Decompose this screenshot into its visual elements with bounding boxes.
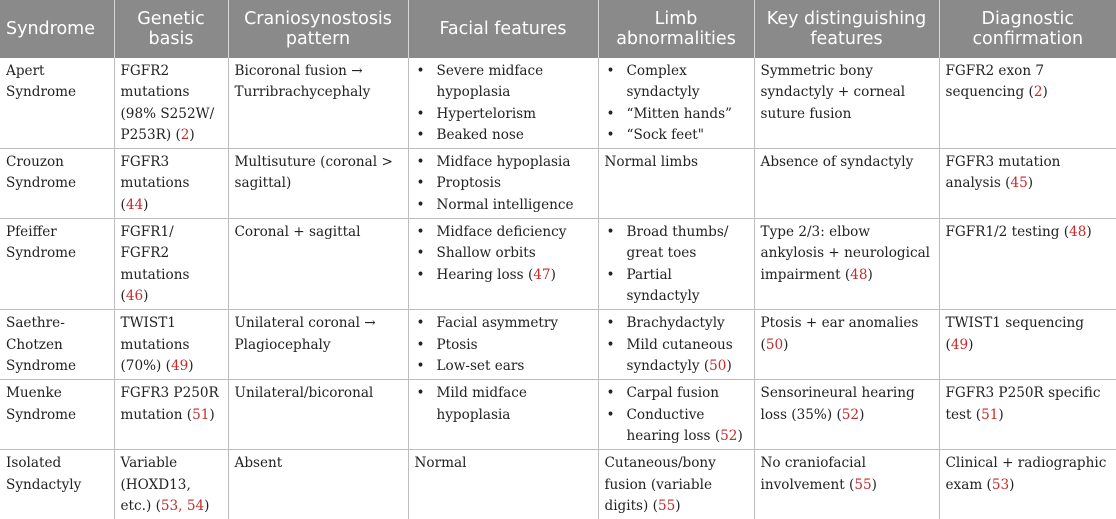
header-row (0, 0, 1116, 58)
list-item: • Carpal fusion (605, 383, 748, 404)
genetic-text: FGFR2 mutations (98% S252W/ P253R) (120, 63, 215, 143)
genetic-basis-cell: FGFR3 P250R mutation (51) (114, 380, 228, 450)
list-item: • Proptosis (415, 173, 592, 194)
diagnostic-text: FGFR3 P250R specific test (945, 385, 1101, 423)
reference-link[interactable]: 50 (709, 357, 727, 374)
list-item: • Midface deficiency (415, 222, 592, 243)
list-item: • Ptosis (415, 335, 592, 356)
craniosynostosis-cell: Absent (228, 450, 408, 519)
list-item: • Midface hypoplasia (415, 152, 592, 173)
reference-link[interactable]: 45 (1010, 175, 1028, 192)
facial-features-cell (408, 219, 598, 310)
list-item: • Normal intelligence (415, 195, 592, 216)
key-text: No craniofacial involvement (760, 455, 866, 493)
craniosynostosis-cell: Unilateral coronal → Plagiocephaly (228, 310, 408, 380)
list-item: • Mild midface hypoplasia (415, 383, 592, 426)
list-item: • Hypertelorism (415, 104, 592, 125)
table-row (0, 58, 1116, 149)
list-item: • Brachydactyly (605, 313, 748, 334)
reference-link[interactable]: 52 (720, 427, 738, 444)
craniosynostosis-cell: Unilateral/bicoronal (228, 380, 408, 450)
table-row (0, 380, 1116, 450)
facial-features-list (415, 222, 592, 286)
diagnostic-text: FGFR1/2 testing (945, 224, 1060, 241)
syndrome-cell: Saethre-Chotzen Syndrome (0, 310, 114, 380)
craniosynostosis-cell: Multisuture (coronal > sagittal) (228, 149, 408, 219)
list-item-text: Hearing loss (436, 266, 524, 283)
genetic-basis-cell: FGFR3 mutations (44) (114, 149, 228, 219)
diagnostic-text: TWIST1 sequencing (945, 315, 1084, 332)
reference-link[interactable]: 49 (170, 357, 189, 374)
craniosynostosis-cell: Bicoronal fusion → Turribrachycephaly (228, 58, 408, 149)
list-item: • Partial syndactyly (605, 265, 748, 308)
table-row (0, 149, 1116, 219)
list-item: • Hearing loss (47) (415, 265, 592, 286)
reference-link[interactable]: 51 (192, 406, 210, 423)
reference-link[interactable]: 49 (950, 336, 969, 353)
diagnostic-text: Clinical + radiographic exam (945, 455, 1107, 493)
list-item: • Shallow orbits (415, 243, 592, 264)
list-item: • “Sock feet" (605, 125, 748, 146)
genetic-basis-cell: Variable (HOXD13, etc.) (53, 54) (114, 450, 228, 519)
facial-features-list (415, 61, 592, 146)
diagnostic-text: FGFR3 mutation analysis (945, 154, 1061, 192)
diagnostic-cell: TWIST1 sequencing (49) (939, 310, 1116, 380)
key-features-cell: Sensorineural hearing loss (35%) (52) (754, 380, 939, 450)
facial-features-list (415, 152, 592, 216)
limb-text: Cutaneous/bony fusion (variable digits) (604, 455, 716, 514)
syndrome-cell: Crouzon Syndrome (0, 149, 114, 219)
limb-abnormalities-cell: Cutaneous/bony fusion (variable digits) (55) (598, 450, 754, 519)
syndrome-cell: Isolated Syndactyly (6, 455, 82, 493)
genetic-text: FGFR1/ FGFR2 mutations (120, 224, 190, 283)
list-item: • “Mitten hands” (605, 104, 748, 125)
facial-features-cell (408, 149, 598, 219)
genetic-basis-cell: TWIST1 mutations (70%) (49) (114, 310, 228, 380)
craniosynostosis-cell: Coronal + sagittal (228, 219, 408, 310)
limb-abnormalities-list (605, 383, 748, 447)
diagnostic-text: FGFR2 exon 7 sequencing (945, 63, 1045, 101)
list-item: • Beaked nose (415, 125, 592, 146)
list-item: • Mild cutaneous syndactyly (50) (605, 335, 748, 378)
key-features-cell: Absence of syndactyly (754, 149, 939, 219)
reference-link[interactable]: 55 (657, 497, 676, 514)
reference-link[interactable]: 48 (1069, 224, 1087, 241)
facial-features-list (415, 313, 592, 377)
key-text: Ptosis + ear anomalies (760, 315, 919, 332)
key-text: Sensorineural hearing loss (35%) (760, 385, 915, 423)
diagnostic-cell: FGFR1/2 testing (48) (939, 219, 1116, 310)
table-row (0, 219, 1116, 310)
facial-features-cell: Normal (408, 450, 598, 519)
syndrome-cell: Muenke Syndrome (0, 380, 114, 450)
reference-link[interactable]: 48 (850, 266, 868, 283)
diagnostic-cell: FGFR3 mutation analysis (45) (939, 149, 1116, 219)
genetic-text: TWIST1 mutations (70%) (120, 315, 190, 374)
reference-link[interactable]: 53 (991, 476, 1010, 493)
header-genetic-basis: Genetic basis (114, 0, 228, 58)
header-key-distinguishing-features: Key distinguishing features (754, 0, 939, 58)
table-row (0, 450, 1116, 519)
list-item: • Facial asymmetry (415, 313, 592, 334)
reference-link[interactable]: 2 (180, 126, 190, 143)
genetic-basis-cell: FGFR1/ FGFR2 mutations (46) (114, 219, 228, 310)
reference-link[interactable]: 50 (765, 336, 784, 353)
table-body (0, 58, 1116, 519)
reference-link[interactable]: 53, 54 (160, 497, 205, 514)
header-facial-features: Facial features (408, 0, 598, 58)
facial-features-list (415, 383, 592, 426)
reference-link[interactable]: 44 (125, 196, 144, 213)
reference-link[interactable]: 2 (1033, 84, 1043, 101)
header-craniosynostosis-pattern: Craniosynostosis pattern (228, 0, 408, 58)
genetic-text: FGFR3 mutations (120, 154, 190, 192)
reference-link[interactable]: 46 (125, 288, 144, 305)
table-row (0, 310, 1116, 380)
limb-abnormalities-cell (598, 310, 754, 380)
limb-abnormalities-cell: Normal limbs (598, 149, 754, 219)
facial-features-cell (408, 58, 598, 149)
reference-link[interactable]: 52 (841, 406, 860, 423)
genetic-text: FGFR3 P250R mutation (120, 385, 219, 423)
limb-abnormalities-cell (598, 380, 754, 450)
table-header (0, 0, 1116, 58)
header-diagnostic-confirmation: Diagnostic confirmation (939, 0, 1116, 58)
list-item-text: Conductive hearing loss (626, 406, 711, 444)
list-item: • Severe midface hypoplasia (415, 61, 592, 104)
genetic-text: Variable (HOXD13, etc.) (120, 455, 191, 514)
key-features-cell: Type 2/3: elbow ankylosis + neurological impairment (48) (754, 219, 939, 310)
key-features-cell: No craniofacial involvement (55) (754, 450, 939, 519)
key-features-cell: Ptosis + ear anomalies (50) (754, 310, 939, 380)
list-item: • Complex syndactyly (605, 61, 748, 104)
list-item-text: Mild cutaneous syndactyly (626, 336, 733, 374)
list-item: • Broad thumbs/ great toes (605, 222, 748, 265)
diagnostic-cell: FGFR3 P250R specific test (51) (939, 380, 1116, 450)
limb-abnormalities-list (605, 313, 748, 377)
list-item: • Conductive hearing loss (52) (605, 405, 748, 448)
limb-abnormalities-cell (598, 58, 754, 149)
list-item: • Low-set ears (415, 356, 592, 377)
key-text: Type 2/3: elbow ankylosis + neurological impairment (760, 224, 931, 283)
genetic-basis-cell: FGFR2 mutations (98% S252W/ P253R) (2) (114, 58, 228, 149)
limb-abnormalities-list (605, 61, 748, 146)
syndrome-cell: Apert Syndrome (0, 58, 114, 149)
syndrome-cell: Pfeiffer Syndrome (0, 219, 114, 310)
diagnostic-cell: Clinical + radiographic exam (53) (939, 450, 1116, 519)
reference-link[interactable]: 51 (981, 406, 999, 423)
reference-link[interactable]: 55 (854, 476, 872, 493)
header-limb-abnormalities: Limb abnormalities (598, 0, 754, 58)
limb-abnormalities-list (605, 222, 748, 307)
facial-features-cell (408, 310, 598, 380)
limb-abnormalities-cell (598, 219, 754, 310)
key-features-cell: Symmetric bony syndactyly + corneal suture fusion (754, 58, 939, 149)
reference-link[interactable]: 47 (533, 266, 551, 283)
header-syndrome: Syndrome (0, 0, 114, 58)
diagnostic-cell: FGFR2 exon 7 sequencing (2) (939, 58, 1116, 149)
facial-features-cell (408, 380, 598, 450)
